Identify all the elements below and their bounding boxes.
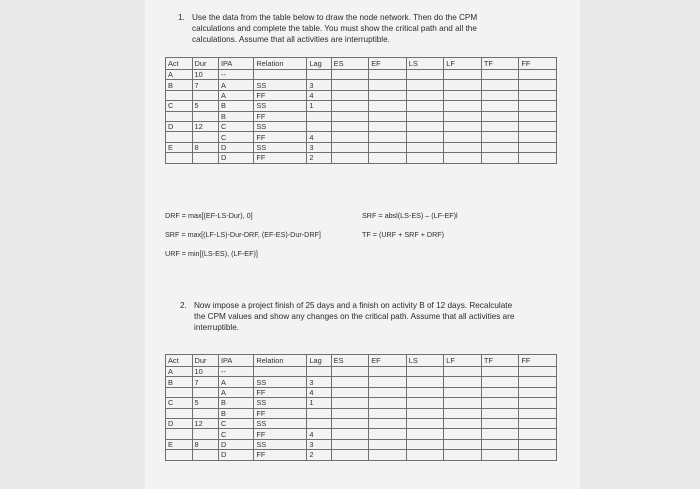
table-cell: A — [219, 80, 254, 90]
table-cell — [192, 429, 219, 439]
question-2-number: 2. — [180, 301, 187, 310]
table-cell — [192, 408, 219, 418]
table-cell: 12 — [192, 121, 219, 131]
table-cell — [331, 429, 369, 439]
table-cell — [369, 429, 407, 439]
header-cell: Dur — [192, 355, 219, 367]
table-row — [166, 418, 557, 428]
table-cell — [519, 418, 557, 428]
table-cell — [406, 387, 444, 397]
question-1-number: 1. — [178, 13, 185, 22]
table-cell — [369, 111, 407, 121]
table-cell: FF — [254, 90, 307, 100]
table-cell — [444, 387, 482, 397]
header-cell: Lag — [307, 355, 331, 367]
table-cell — [369, 132, 407, 142]
table-row — [166, 90, 557, 100]
table-cell: 2 — [307, 153, 331, 163]
table-cell — [307, 111, 331, 121]
table-cell — [519, 142, 557, 152]
header-cell: Relation — [254, 58, 307, 70]
table-cell: 3 — [307, 142, 331, 152]
table-cell: 7 — [192, 80, 219, 90]
table-cell — [406, 418, 444, 428]
table-cell — [406, 367, 444, 377]
table-cell — [369, 90, 407, 100]
table-cell — [166, 408, 193, 418]
table-row — [166, 398, 557, 408]
cpm-table-1 — [165, 57, 557, 164]
table-row — [166, 408, 557, 418]
header-cell: LS — [406, 355, 444, 367]
table-cell — [481, 367, 519, 377]
table-cell: B — [166, 377, 193, 387]
table-cell — [331, 121, 369, 131]
table-row — [166, 387, 557, 397]
table-cell — [481, 132, 519, 142]
table-row — [166, 377, 557, 387]
header-cell: FF — [519, 58, 557, 70]
header-cell: Relation — [254, 355, 307, 367]
formula-urf: URF = min[(LS-ES), (LF-EF)] — [165, 249, 258, 258]
table-cell — [166, 132, 193, 142]
table-cell — [444, 153, 482, 163]
table-cell — [369, 398, 407, 408]
table-cell — [166, 153, 193, 163]
table-row — [166, 70, 557, 80]
table-cell: A — [166, 367, 193, 377]
table-cell: FF — [254, 408, 307, 418]
table-cell: A — [219, 377, 254, 387]
table-cell: A — [166, 70, 193, 80]
table-cell — [331, 408, 369, 418]
table-cell — [331, 387, 369, 397]
question-2 — [180, 300, 560, 340]
table-cell: B — [219, 101, 254, 111]
table-cell — [331, 377, 369, 387]
table-cell — [444, 132, 482, 142]
table-cell — [444, 90, 482, 100]
header-cell: LF — [444, 355, 482, 367]
table-cell — [519, 429, 557, 439]
table-cell: SS — [254, 398, 307, 408]
table-cell — [444, 418, 482, 428]
table-cell: 10 — [192, 70, 219, 80]
table-cell: 4 — [307, 429, 331, 439]
table-cell — [369, 142, 407, 152]
table-cell — [331, 90, 369, 100]
table-cell: 7 — [192, 377, 219, 387]
table-row — [166, 153, 557, 163]
table-cell — [406, 111, 444, 121]
table-cell — [307, 418, 331, 428]
table-cell: 12 — [192, 418, 219, 428]
table-cell — [406, 429, 444, 439]
table-cell — [254, 367, 307, 377]
table-cell — [519, 408, 557, 418]
table-cell — [481, 70, 519, 80]
table-cell — [331, 111, 369, 121]
table-cell — [519, 377, 557, 387]
table-cell — [406, 408, 444, 418]
table-cell: C — [219, 132, 254, 142]
table-cell — [192, 387, 219, 397]
table-cell — [192, 450, 219, 460]
table-cell — [406, 398, 444, 408]
table-cell — [331, 153, 369, 163]
table-cell — [481, 387, 519, 397]
table-cell — [307, 121, 331, 131]
table-cell: -- — [219, 367, 254, 377]
table-cell — [444, 70, 482, 80]
table-cell: B — [219, 111, 254, 121]
table-cell: FF — [254, 153, 307, 163]
header-cell: Act — [166, 355, 193, 367]
table-cell: D — [219, 153, 254, 163]
table-cell — [406, 132, 444, 142]
table-cell — [519, 70, 557, 80]
table-cell — [444, 398, 482, 408]
table-cell — [519, 132, 557, 142]
table-cell — [444, 408, 482, 418]
table-cell — [406, 142, 444, 152]
header-cell: EF — [369, 58, 407, 70]
table-cell: 3 — [307, 439, 331, 449]
question-2-text: Now impose a project finish of 25 days and a finish on activity B of 12 days. Recalculate the CPM values and show any changes on the critical path. Assume that all activities are interruptible. — [194, 301, 515, 332]
table-cell — [481, 80, 519, 90]
table-cell: C — [219, 418, 254, 428]
table-cell — [406, 80, 444, 90]
table-cell — [444, 367, 482, 377]
question-1 — [178, 12, 558, 52]
table-cell: 10 — [192, 367, 219, 377]
header-cell: Dur — [192, 58, 219, 70]
table-cell: 5 — [192, 398, 219, 408]
table-cell — [307, 367, 331, 377]
table-cell — [331, 398, 369, 408]
header-cell: TF — [481, 58, 519, 70]
table-cell — [369, 121, 407, 131]
table-row — [166, 101, 557, 111]
table-row — [166, 450, 557, 460]
table-cell: D — [219, 439, 254, 449]
table-cell — [307, 408, 331, 418]
table-cell: D — [219, 142, 254, 152]
table-row — [166, 142, 557, 152]
table-cell — [444, 111, 482, 121]
table-cell — [369, 450, 407, 460]
table-cell: 2 — [307, 450, 331, 460]
table-cell — [166, 450, 193, 460]
table-cell — [481, 90, 519, 100]
table-cell — [369, 439, 407, 449]
formula-srf-left: SRF = max[(LF-LS)-Dur-DRF, (EF-ES)-Dur-DRF] — [165, 230, 321, 239]
table-cell — [406, 90, 444, 100]
table-cell — [444, 101, 482, 111]
table-cell — [166, 429, 193, 439]
table-cell: 8 — [192, 439, 219, 449]
table-cell — [519, 121, 557, 131]
table-cell: 8 — [192, 142, 219, 152]
table-cell — [519, 80, 557, 90]
table-cell: B — [219, 398, 254, 408]
table-cell — [369, 101, 407, 111]
table-cell — [444, 377, 482, 387]
table-cell: 3 — [307, 377, 331, 387]
table-cell: FF — [254, 429, 307, 439]
table-cell — [406, 450, 444, 460]
table-cell: A — [219, 90, 254, 100]
header-cell: EF — [369, 355, 407, 367]
table-cell — [444, 439, 482, 449]
table-cell — [444, 142, 482, 152]
table-cell: SS — [254, 439, 307, 449]
header-cell: IPA — [219, 355, 254, 367]
table-cell — [192, 153, 219, 163]
table-cell — [369, 70, 407, 80]
table-cell — [481, 142, 519, 152]
table-cell: 5 — [192, 101, 219, 111]
table-cell — [406, 70, 444, 80]
table-cell: FF — [254, 132, 307, 142]
table-cell — [444, 450, 482, 460]
table-cell — [444, 80, 482, 90]
header-cell: Lag — [307, 58, 331, 70]
table-cell: B — [219, 408, 254, 418]
table-cell: 4 — [307, 90, 331, 100]
table-cell: FF — [254, 450, 307, 460]
table-cell — [519, 367, 557, 377]
table-cell — [519, 439, 557, 449]
table-cell: SS — [254, 418, 307, 428]
table-cell — [406, 153, 444, 163]
table-cell — [331, 80, 369, 90]
table-cell: 4 — [307, 387, 331, 397]
table-cell — [331, 142, 369, 152]
table-cell — [519, 398, 557, 408]
table-cell: FF — [254, 387, 307, 397]
table-cell — [481, 398, 519, 408]
table-cell — [481, 408, 519, 418]
table-cell: B — [166, 80, 193, 90]
table-cell — [481, 429, 519, 439]
table-cell — [331, 70, 369, 80]
table-cell — [481, 377, 519, 387]
table-row — [166, 111, 557, 121]
table-cell — [444, 429, 482, 439]
table-cell — [254, 70, 307, 80]
table-cell — [331, 418, 369, 428]
table-cell — [519, 101, 557, 111]
table-cell — [406, 101, 444, 111]
formula-tf: TF = (URF + SRF + DRF) — [362, 230, 445, 239]
table-cell — [369, 377, 407, 387]
table-cell — [519, 111, 557, 121]
table-cell — [444, 121, 482, 131]
table-cell — [192, 90, 219, 100]
table-cell — [481, 111, 519, 121]
table-cell — [481, 121, 519, 131]
table-cell — [519, 90, 557, 100]
table-cell — [192, 111, 219, 121]
table-cell: C — [219, 121, 254, 131]
table-cell — [406, 439, 444, 449]
table-row — [166, 80, 557, 90]
table-cell: -- — [219, 70, 254, 80]
table-cell: D — [219, 450, 254, 460]
table-cell — [406, 121, 444, 131]
table-cell — [331, 132, 369, 142]
table-cell — [331, 101, 369, 111]
table-cell: 1 — [307, 398, 331, 408]
table-cell — [369, 153, 407, 163]
table-cell — [369, 387, 407, 397]
table-cell — [481, 450, 519, 460]
table-header-row — [166, 58, 557, 70]
question-1-text: Use the data from the table below to draw the node network. Then do the CPM calculations and complete the table. You must show the critical path and all the calculations. Assume that all activities are interruptible. — [192, 13, 478, 44]
table-cell: FF — [254, 111, 307, 121]
table-cell — [519, 387, 557, 397]
table-cell: C — [166, 398, 193, 408]
table-cell — [481, 153, 519, 163]
table-cell — [369, 408, 407, 418]
table-cell — [481, 439, 519, 449]
header-cell: ES — [331, 58, 369, 70]
header-cell: FF — [519, 355, 557, 367]
formula-srf-right: SRF = absl(LS-ES) – (LF-EF)l — [362, 211, 458, 220]
table-cell — [166, 387, 193, 397]
table-cell — [331, 450, 369, 460]
header-cell: Act — [166, 58, 193, 70]
table-row — [166, 439, 557, 449]
table-row — [166, 429, 557, 439]
table-row — [166, 367, 557, 377]
table-cell — [519, 153, 557, 163]
table-cell: E — [166, 439, 193, 449]
table-cell: SS — [254, 121, 307, 131]
table-cell — [166, 90, 193, 100]
table-cell: SS — [254, 80, 307, 90]
table-row — [166, 132, 557, 142]
table-cell: D — [166, 418, 193, 428]
table-cell — [481, 101, 519, 111]
table-cell: SS — [254, 142, 307, 152]
table-cell — [369, 80, 407, 90]
table-cell — [519, 450, 557, 460]
table-cell — [307, 70, 331, 80]
header-cell: ES — [331, 355, 369, 367]
table-cell: A — [219, 387, 254, 397]
table-row — [166, 121, 557, 131]
table-cell: SS — [254, 101, 307, 111]
table-cell: 1 — [307, 101, 331, 111]
table-cell: 3 — [307, 80, 331, 90]
table-cell: SS — [254, 377, 307, 387]
header-cell: IPA — [219, 58, 254, 70]
table-header-row — [166, 355, 557, 367]
header-cell: LF — [444, 58, 482, 70]
table-cell — [192, 132, 219, 142]
table-cell — [166, 111, 193, 121]
table-cell — [369, 367, 407, 377]
table-cell: C — [219, 429, 254, 439]
table-cell: 4 — [307, 132, 331, 142]
table-cell — [481, 418, 519, 428]
table-cell — [331, 439, 369, 449]
formula-drf: DRF = max[(EF-LS-Dur), 0] — [165, 211, 253, 220]
table-cell — [406, 377, 444, 387]
header-cell: TF — [481, 355, 519, 367]
header-cell: LS — [406, 58, 444, 70]
table-cell: C — [166, 101, 193, 111]
table-cell: E — [166, 142, 193, 152]
table-cell: D — [166, 121, 193, 131]
table-cell — [369, 418, 407, 428]
table-cell — [331, 367, 369, 377]
cpm-table-2 — [165, 354, 557, 461]
